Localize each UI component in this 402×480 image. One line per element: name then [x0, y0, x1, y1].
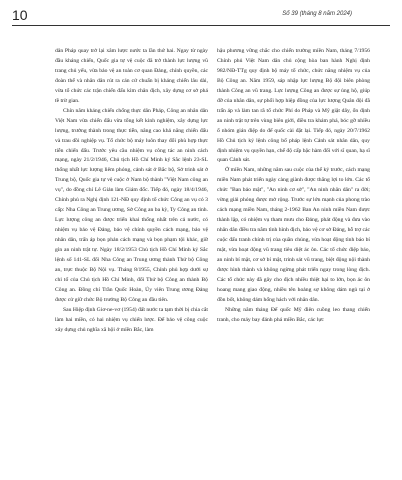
header-rule: [12, 25, 390, 26]
paragraph: Ở miền Nam, những năm sau cuộc của thế kỷ trước, cách mạng miền Nam phát triển ngày càng giành được thắng lợi to lớn. Các tổ chức "Ban bảo mật", "An ninh cơ sở", "An ninh nhân dân" ra đời; vừng giải phóng được mở rộng. Trước sự lớn mạnh của phong trào cách mạng miền Nam, tháng 2-1962 Ban An ninh miền Nam được thành lập, có nhiệm vụ tham mưu cho Đảng, phát động và đưa vào nhân dân điều tra nắm tình hình địch, bảo vệ cơ sở Đảng, hỗ trợ các cuộc đấu tranh chính trị của quần chúng, vừa hoạt động tình báo bí mật, vừa hoạt động vũ trang tiêu diệt ác ôn. Các tổ chức điệp báo, an ninh bí mật, cơ sở bí mật, trinh sát vũ trang, biệt động nội thành được hình thành và không ngừng phát triển ngay trong lòng địch. Các tổ chức này đã gây cho địch nhiều thiệt hại to lớn, bọn ác ôn hoang mang giao động, nhiều tên hoảng sợ không dám ngủ tại ở đồn bốt, không dám hống hách với nhân dân.: [217, 167, 370, 303]
right-column: [217, 47, 370, 470]
article-body: [55, 47, 370, 470]
issue-label: Số 39 (tháng 8 năm 2024): [282, 11, 352, 17]
paragraph: hậu phương vững chắc cho chiến trường miền Nam, tháng 7/1956 Chính phủ Việt Nam dân chủ cộng hòa ban hành Nghị định 982/NĐ-TTg quy định bộ máy tổ chức, chức năng nhiệm vụ của Bộ Công an. Năm 1959, sáp nhập lực lượng Bộ đội biên phòng thành Công an vũ trang. Lực lượng Công an được sự ủng hộ, giúp đỡ của nhân dân, sự phối hợp hiệp đồng của lực lượng Quân đội đã trấn áp và làm tan rã tổ chức Phỉ do Pháp và Mỹ giật dây, ổn định an ninh trật tự trên vùng biên giới, điều tra khám phá, bóc gỡ nhiều ổ nhóm gián điệp do đế quốc cài đặt lại. Tiếp đó, ngày 20/7/1962 Hồ Chủ tịch ký lệnh công bố pháp lệnh Cảnh sát nhân dân, quy định nhiệm vụ quyền hạn, chế độ cấp bậc hàm đối với sĩ quan, hạ sĩ quan Cảnh sát.: [217, 48, 370, 164]
paragraph: Những năm tháng Đế quốc Mỹ điên cuồng leo thang chiến tranh, cho máy bay đánh phá miền Bắc, các lực: [217, 306, 370, 323]
paragraph: dân Pháp quay trở lại xâm lược nước ta lần thứ hai. Ngay từ ngày đầu kháng chiến, Quốc gia tự vệ cuộc đã trở thành lực lượng vũ trang chủ yếu, vừa bảo vệ an toàn cơ quan Đảng, chính quyền, các đoàn thể và nhân dân rút ra cán cứ chuẩn bị kháng chiến lâu dài, vừa tổ chức các trận chiến đấu kìm chân địch, xây dựng cơ sở phá tề trừ gian.: [55, 48, 208, 104]
left-column: [55, 47, 208, 470]
paragraph: Sau Hiệp định Giơ-ne-vơ (1954) đất nước ta tạm thời bị chia cắt làm hai miền, có hai nhiệm vụ chiến lược. Để bảo vệ công cuộc xây dựng chủ nghĩa xã hội ở miền Bắc, làm: [55, 306, 208, 333]
page-number: 10: [12, 7, 28, 23]
paragraph: Chín năm kháng chiến chống thực dân Pháp, Công an nhân dân Việt Nam vừa chiến đấu vừa tổng kết kinh nghiệm, xây dựng lực lượng, trưởng thành trong thực tiễn, nâng cao khả năng chiến đấu và trau dồi nghiệp vụ. Tổ chức bộ máy luôn thay đổi phù hợp thực tiễn chiến đấu. Trước yêu cầu nhiệm vụ công tác an ninh cách mạng, ngày 21/2/1946, Chủ tịch Hồ Chí Minh ký Sắc lệnh 23-SL thống nhất lực lượng liêm phóng, cảnh sát ở Bắc bộ, Sở trinh sát ở Trung bộ, Quốc gia tự vệ cuộc ở Nam bộ thành "Việt Nam công an vụ", do đồng chí Lê Giản làm Giám đốc. Tiếp đó, ngày 18/4/1946, Chính phủ ra Nghị định 121-NĐ quy định tổ chức Công an vụ có 3 cấp: Nha Công an Trung ương, Sở Công an ba kỳ, Ty Công an tỉnh. Lực lượng công an được triển khai thống nhất trên cả nước, có nhiệm vụ bảo vệ Đảng, bảo vệ chính quyền cách mạng, bảo vệ nhân dân, trấn áp bọn phản cách mạng và bọn phạm tội khác, giữ gìn an ninh trật tự. Ngày 18/2/1953 Chủ tịch Hồ Chí Minh ký Sắc lệnh số 141-SL đổi Nha Công an Trung ương thành Thứ bộ Công an, trực thuộc Bộ Nội vụ. Tháng 8/1955, Chính phủ hợp dưới sự chỉ tố của Chủ tịch Hồ Chí Minh, đổi Thứ bộ Công an thành Bộ Công an. Đồng chí Trần Quốc Hoàn, Ủy viên Trung ương Đảng được cử giữ chức Bộ trưởng Bộ Công an đầu tiên.: [55, 107, 208, 303]
